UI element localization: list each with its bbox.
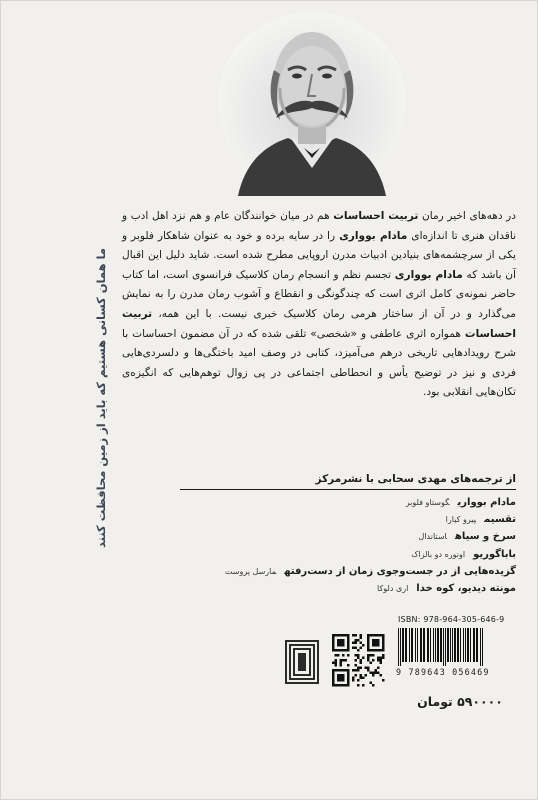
book-title: گزیده‌هایی از در جست‌وجوی زمان از دست‌رفته — [284, 565, 516, 577]
isbn-label: ISBN: 978-964-305-646-9 — [398, 615, 505, 624]
side-quote — [86, 200, 116, 595]
translations-list — [224, 491, 516, 594]
desc-bold-4: تربیت احساسات — [122, 307, 516, 340]
portrait-engraving — [218, 8, 406, 196]
book-author: استاندال — [418, 532, 447, 542]
book-title: تقسیم — [484, 514, 516, 526]
desc-bold-1: تربیت احساسات — [333, 210, 419, 222]
book-author: پیرو کیارا — [445, 515, 477, 525]
desc-part-1: در دهه‌های اخیر رمان — [418, 210, 516, 222]
author-portrait — [218, 8, 406, 196]
publisher-logo-icon — [285, 640, 319, 684]
price: ۵۹۰۰۰۰ تومان — [417, 694, 503, 709]
barcode-number: 9 789643 056469 — [396, 667, 490, 677]
barcode — [396, 628, 512, 666]
book-item — [232, 491, 516, 508]
book-author: مارسل پروست — [224, 566, 277, 576]
desc-part-3: را در سایه برده و خود به عنوان شاهکار فلوبر و یکی از سرچشمه‌های بنیادین ادبیات مدرن اروپایی مطرح شده است. شاید دلیل این اقبال آن باشد که — [122, 229, 517, 281]
description-paragraph — [122, 207, 516, 403]
side-quote-text: ما همان کسانی هستیم که باید از زمین محافظت کنند — [94, 247, 108, 548]
desc-part-2: هم در میان خوانندگان عام و هم نزد اهل ادب و ناقدان هنری تا اندازه‌ای — [122, 210, 517, 242]
book-author: گوستاو فلوبر — [405, 498, 450, 507]
book-author: اری دلوکا — [377, 583, 409, 593]
book-item — [232, 525, 516, 542]
translations-list-title: از ترجمه‌های مهدی سحابی با نشرمرکز — [180, 473, 516, 490]
desc-part-4: تجسم نظم و انسجام رمان کلاسیک فرانسوی است، اما کتاب حاضر نمونه‌ی کامل اثری است که چندگونگی و انقطاع و آشوب رمان مدرن را به نمایش می‌گذارد و در آن از ساختار هرمی رمان کلاسیک خبری نیست. با این همه، — [122, 268, 516, 320]
book-title: سرخ و سیاه — [454, 531, 516, 543]
book-item — [232, 543, 516, 560]
desc-bold-2: مادام بوواری — [339, 229, 408, 242]
book-item — [232, 508, 516, 525]
book-title: مادام بوواری — [457, 497, 516, 508]
book-item — [232, 577, 516, 594]
book-title: باباگوریو — [473, 548, 516, 560]
book-title: مونته دیدیو، کوه خدا — [416, 582, 516, 594]
desc-bold-3: مادام بوواری — [394, 268, 463, 281]
book-description — [122, 207, 516, 403]
book-author: اونوره دو بالزاک — [411, 549, 466, 559]
desc-part-5: همواره اثری عاطفی و «شخصی» تلقی شده که در آن مضمون احساسات با شرح رویدادهایی تاریخی درهم می‌آمیزد، کتابی در وصف امید باختگی‌ها و دلسردی‌هایی فردی و نیز در توضیح یأس و انحطاطی اجتماعی در پی زوال توهم‌هایی که انگیزه‌ی تکان‌هایی انقلابی بود. — [122, 327, 516, 399]
qr-code-icon — [330, 632, 386, 688]
book-item — [224, 560, 516, 577]
